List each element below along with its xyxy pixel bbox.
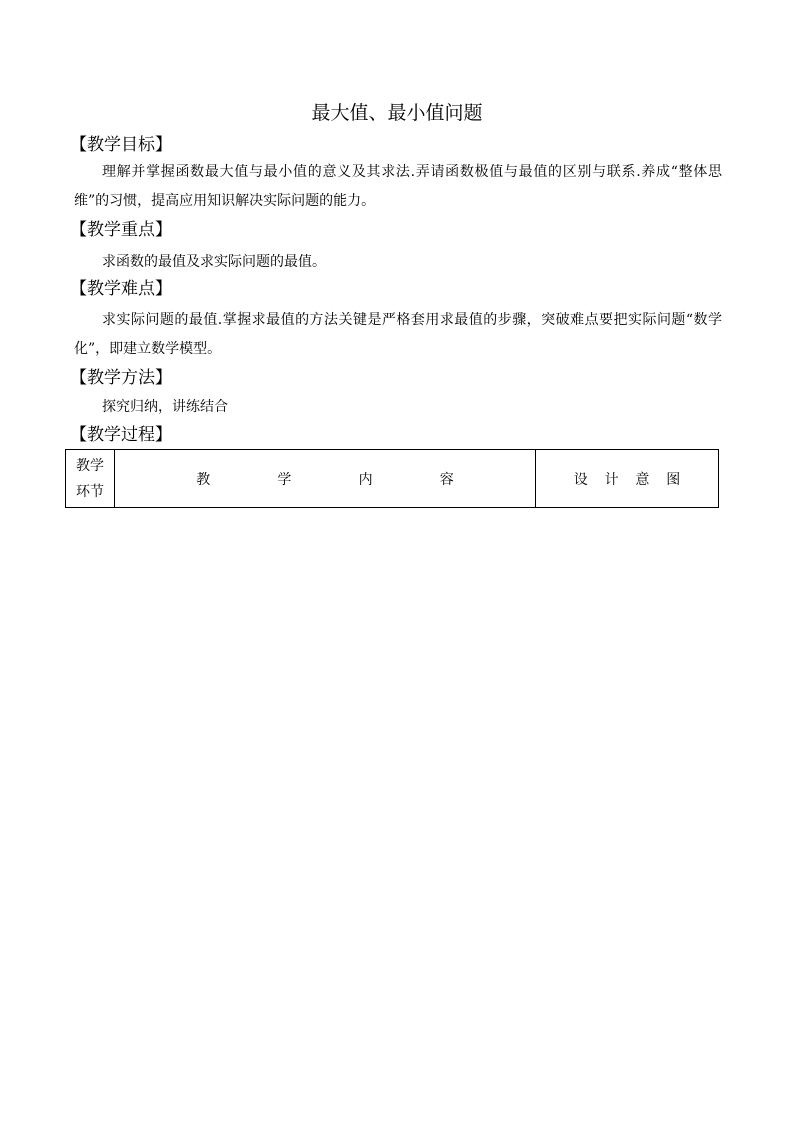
section-heading-method: 【教学方法】 [70, 368, 172, 388]
header-stage-line2: 环节 [76, 483, 104, 500]
section-heading-process: 【教学过程】 [70, 425, 172, 445]
header-content [115, 450, 536, 508]
header-stage [66, 450, 115, 508]
section-text-method: 探究归纳，讲练结合 [102, 399, 228, 415]
document-title: 最大值、最小值问题 [311, 102, 483, 124]
section-text-key-point: 求函数的最值及求实际问题的最值。 [102, 254, 326, 270]
table-header-row [66, 450, 719, 508]
section-heading-goal: 【教学目标】 [70, 135, 172, 155]
header-stage-line1: 教学 [76, 457, 104, 474]
header-content-label: 教学内容 [196, 471, 521, 488]
section-text-difficulty: 求实际问题的最值.掌握求最值的方法关键是严格套用求最值的步骤，突破难点要把实际问题“数学化”，即建立数学模型。 [74, 312, 722, 357]
section-heading-key-point: 【教学重点】 [70, 220, 172, 240]
section-heading-difficulty: 【教学难点】 [70, 279, 172, 299]
header-intent-label: 设计意图 [573, 471, 697, 488]
section-text-goal: 理解并掌握函数最大值与最小值的意义及其求法.弄请函数极值与最值的区别与联系.养成“整体思维”的习惯，提高应用知识解决实际问题的能力。 [74, 164, 722, 209]
header-intent [536, 450, 719, 508]
teaching-process-table [65, 449, 719, 508]
